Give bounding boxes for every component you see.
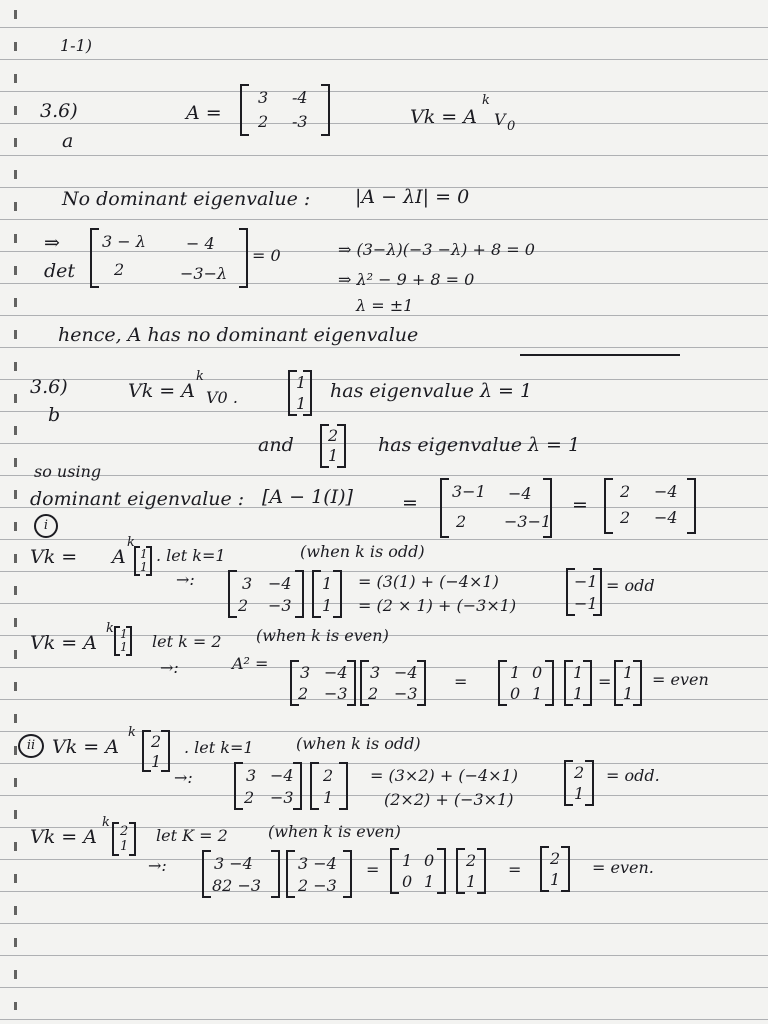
case-2-numeral: ii	[18, 734, 44, 758]
matrix-cell: 2	[298, 684, 309, 703]
matrix-cell: 3 −4	[214, 854, 253, 873]
case-2-matrix	[234, 762, 302, 810]
case-1-vector-3	[564, 660, 592, 706]
case-2-calc-2: (2×2) + (−3×1)	[384, 790, 514, 809]
vector-cell: 1	[120, 839, 129, 854]
matrix-result	[604, 478, 696, 534]
vector-cell: 1	[328, 446, 339, 465]
vk-definition: Vk = A	[410, 106, 477, 128]
vector-cell: 1	[140, 560, 148, 574]
matrix-cell: 1	[532, 684, 543, 703]
identity-matrix	[498, 660, 554, 706]
case-2-arrow-2: →:	[148, 856, 167, 875]
vector-2	[320, 424, 346, 468]
case-2-result-label: = odd.	[606, 766, 660, 785]
a-label: A =	[186, 102, 222, 124]
case-1-ak: A	[112, 546, 126, 568]
and-label: and	[258, 434, 294, 456]
case-1-vector-b	[312, 570, 342, 618]
matrix-cell: 3 − λ	[102, 232, 146, 251]
case-2-let-k2: let K = 2	[156, 826, 228, 845]
matrix-cell: 82 −3	[212, 876, 262, 895]
case-2-when-odd: (when k is odd)	[296, 734, 421, 753]
matrix-cell: −4	[268, 574, 292, 593]
matrix-cell: 2	[368, 684, 379, 703]
vector-cell: 1	[120, 627, 128, 641]
matrix-cell: -4	[292, 88, 308, 107]
case-2-arrow: →:	[174, 768, 193, 787]
matrix-cell: −3−λ	[180, 264, 228, 283]
matrix-cell: 1	[402, 851, 413, 870]
case-1-vk: Vk =	[30, 546, 78, 568]
vector-cell: 2	[466, 851, 477, 870]
margin-ticks	[14, 10, 17, 1010]
case-1-vk-2: Vk = A	[30, 632, 97, 654]
matrix-cell: − 4	[186, 234, 215, 253]
vk-exponent-b: k	[196, 369, 204, 384]
case-1-result-label-2: = even	[652, 670, 709, 689]
matrix-cell: 2	[620, 508, 631, 527]
problem-number-b: 3.6)	[30, 376, 68, 398]
vector-cell: 1	[550, 870, 561, 889]
case-1-vector	[134, 546, 152, 576]
matrix-a	[240, 84, 330, 136]
case-1-equals-2: =	[598, 672, 612, 691]
vector-cell: 2	[574, 763, 585, 782]
case-2-result-label-2: = even.	[592, 858, 654, 877]
vector-cell: 1	[140, 547, 148, 561]
equals-1: =	[402, 492, 418, 514]
case-1-vector-2	[114, 626, 132, 656]
vector-cell: 1	[574, 784, 585, 803]
matrix-cell: 2	[456, 512, 467, 531]
vector-cell: 1	[296, 373, 307, 392]
case-2-equals: =	[366, 860, 380, 879]
case-2-calc-1: = (3×2) + (−4×1)	[370, 766, 518, 785]
case-1-when-odd: (when k is odd)	[300, 542, 425, 561]
vector-cell: 1	[322, 574, 333, 593]
equals-2: =	[572, 494, 588, 516]
expansion-step-1: ⇒ (3−λ)(−3 −λ) + 8 = 0	[338, 240, 535, 259]
vector-cell: 2	[151, 732, 162, 751]
matrix-cell: 1	[510, 663, 521, 682]
matrix-cell: −3	[324, 684, 348, 703]
eigen-text-1: has eigenvalue λ = 1	[330, 380, 533, 402]
conclusion-line: hence, A has no dominant eigenvalue	[58, 324, 419, 346]
matrix-cell: −3−1	[504, 512, 552, 531]
vk-exponent: k	[482, 93, 490, 108]
matrix-cell: 3 −4	[298, 854, 337, 873]
vector-cell: 2	[328, 426, 339, 445]
problem-number: 3.6)	[40, 100, 78, 122]
vector-cell: 1	[120, 640, 128, 654]
vk-subscript: 0	[507, 119, 516, 134]
problem-part: a	[62, 130, 74, 152]
case-2-vector	[142, 730, 170, 772]
vector-1	[288, 370, 312, 416]
case-1-a2-matrix-1	[290, 660, 356, 706]
matrix-cell: 3	[300, 663, 311, 682]
case-1-let-k1: . let k=1	[156, 546, 226, 565]
matrix-cell: −4	[270, 766, 294, 785]
problem-part-b: b	[48, 404, 61, 426]
case-1-result-vector-2	[614, 660, 642, 706]
case-2-vector-3	[456, 848, 486, 894]
matrix-cell: −4	[654, 482, 678, 501]
case-1-when-even: (when k is even)	[256, 626, 389, 645]
vk-v: V	[494, 110, 506, 129]
matrix-cell: 3	[258, 88, 269, 107]
matrix-cell: −4	[654, 508, 678, 527]
intro-line: No dominant eigenvalue :	[62, 188, 311, 210]
vk-tail-b: V0 .	[206, 388, 238, 407]
vector-cell: 1	[151, 752, 162, 771]
a-minus-i: [A − 1(I)]	[262, 486, 353, 508]
matrix-cell: 0	[424, 851, 435, 870]
case-2-let-k1: . let k=1	[184, 738, 254, 757]
matrix-cell: 2	[244, 788, 255, 807]
case-2-vector-b	[310, 762, 348, 810]
vector-cell: 2	[550, 849, 561, 868]
eigen-text-2: has eigenvalue λ = 1	[378, 434, 581, 456]
case-2-result-vector	[564, 760, 594, 806]
case-1-result-vector	[566, 568, 602, 616]
case-1-let-k2: let k = 2	[152, 632, 222, 651]
vector-cell: 2	[323, 766, 334, 785]
vector-cell: 1	[296, 394, 307, 413]
case-1-a2-matrix-2	[360, 660, 426, 706]
vector-cell: 1	[623, 663, 634, 682]
matrix-cell: 2 −3	[298, 876, 337, 895]
case-2-vector-2	[112, 822, 136, 856]
matrix-cell: 2	[114, 260, 125, 279]
case-1-matrix	[228, 570, 304, 618]
vector-cell: 1	[322, 596, 333, 615]
case-2-exp-2: k	[102, 815, 110, 830]
page-label: 1-1)	[60, 36, 93, 55]
matrix-cell: −4	[394, 663, 418, 682]
matrix-cell: 1	[424, 872, 435, 891]
matrix-cell: −3	[270, 788, 294, 807]
expansion-step-2: ⇒ λ² − 9 + 8 = 0	[338, 270, 475, 289]
vector-cell: 2	[120, 824, 129, 839]
case-1-result-label: = odd	[606, 576, 655, 595]
characteristic-equation: |A − λI| = 0	[355, 186, 470, 208]
matrix-cell: 2	[620, 482, 631, 501]
matrix-cell: 3	[246, 766, 257, 785]
matrix-subtracted	[440, 478, 552, 538]
underline	[520, 354, 680, 356]
vector-cell: 1	[573, 663, 584, 682]
case-1-a2-label: A² =	[232, 654, 269, 673]
case-2-equals-2: =	[508, 860, 522, 879]
case-2-identity	[390, 848, 446, 894]
case-1-ak-exp: k	[127, 535, 135, 550]
vector-cell: 1	[466, 872, 477, 891]
case-2-vk-2: Vk = A	[30, 826, 97, 848]
matrix-cell: 2	[238, 596, 249, 615]
case-1-calc-2: = (2 × 1) + (−3×1)	[358, 596, 517, 615]
det-equals: = 0	[252, 246, 281, 265]
dominant-label: dominant eigenvalue :	[30, 488, 245, 510]
matrix-cell: −4	[324, 663, 348, 682]
vk-definition-b: Vk = A	[128, 380, 195, 402]
case-2-exp: k	[128, 725, 136, 740]
case-1-exp-2: k	[106, 621, 114, 636]
case-2-matrix-second	[286, 850, 352, 898]
vector-cell: −1	[574, 572, 598, 591]
matrix-cell: 0	[532, 663, 543, 682]
case-2-result-vector-2	[540, 846, 570, 892]
det-matrix	[90, 228, 248, 288]
matrix-cell: 3	[370, 663, 381, 682]
matrix-cell: -3	[292, 112, 308, 131]
so-using: so using	[34, 462, 102, 481]
matrix-cell: −4	[508, 484, 532, 503]
vector-cell: 1	[323, 788, 334, 807]
matrix-cell: 3	[242, 574, 253, 593]
case-1-arrow-2: →:	[160, 658, 179, 677]
matrix-cell: −3	[394, 684, 418, 703]
case-1-numeral: i	[34, 514, 58, 538]
implies-arrow: ⇒	[44, 232, 60, 254]
case-1-calc-1: = (3(1) + (−4×1)	[358, 572, 499, 591]
case-1-equals: =	[454, 672, 468, 691]
matrix-cell: 2	[258, 112, 269, 131]
vector-cell: 1	[623, 684, 634, 703]
case-2-when-even: (when k is even)	[268, 822, 401, 841]
vector-cell: −1	[574, 594, 598, 613]
det-label: det	[44, 260, 76, 282]
vector-cell: 1	[573, 684, 584, 703]
matrix-cell: 0	[402, 872, 413, 891]
eigen-roots: λ = ±1	[356, 296, 414, 315]
case-1-arrow: →:	[176, 570, 195, 589]
case-2-vk: Vk = A	[52, 736, 119, 758]
matrix-cell: 0	[510, 684, 521, 703]
matrix-cell: 3−1	[452, 482, 486, 501]
case-2-matrix-first	[202, 850, 280, 898]
matrix-cell: −3	[268, 596, 292, 615]
